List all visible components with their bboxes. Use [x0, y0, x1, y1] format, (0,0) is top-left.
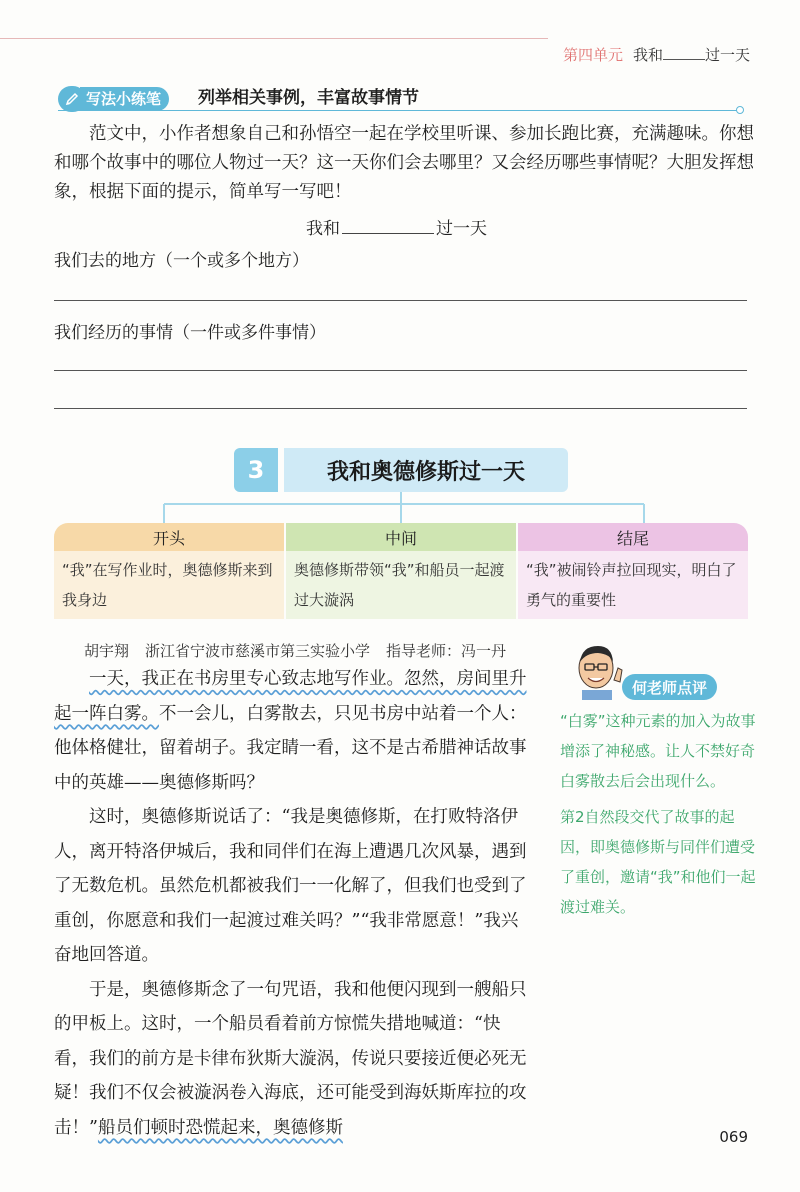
- practice-rule-dot: [736, 106, 744, 114]
- fill-title-end: 过一天: [436, 219, 487, 239]
- practice-badge: [58, 86, 169, 112]
- teacher-review-badge: 何老师点评: [622, 674, 717, 700]
- structure-head: 结尾: [518, 523, 748, 551]
- essay-number: 3: [234, 448, 278, 492]
- teacher-comment: 第2自然段交代了故事的起因，即奥德修斯与同伴们遭受了重创，邀请“我”和他们一起渡过难关。: [560, 808, 756, 916]
- author-school: 浙江省宁波市慈溪市第三实验小学: [145, 642, 371, 660]
- teacher-avatar-icon: [572, 640, 626, 700]
- structure-col-ending: [518, 523, 748, 619]
- essay-title-block: [234, 448, 568, 492]
- author-name: 胡宇翔: [84, 642, 130, 660]
- page-number: 069: [719, 1128, 748, 1146]
- practice-title: 列举相关事例，丰富故事情节: [198, 88, 419, 108]
- running-header: [563, 44, 750, 65]
- writing-line[interactable]: [54, 408, 747, 409]
- essay-structure-table: [54, 523, 748, 619]
- practice-label: 写法小练笔: [80, 87, 169, 111]
- essay-text: 不一会儿，白雾散去，只见书房中站着一个人：他体格健壮，留着胡子。我定睛一看，这不是古希腊神话故事中的英雄——奥德修斯吗？: [54, 703, 527, 793]
- underlined-sentence: 船员们顿时恐慌起来，奥德修斯: [97, 1117, 343, 1138]
- header-title-start: 我和: [632, 46, 663, 64]
- structure-head: 中间: [286, 523, 516, 551]
- practice-rule: [58, 110, 738, 111]
- writing-line[interactable]: [54, 370, 747, 371]
- essay-text: 于是，奥德修斯念了一句咒语，我和他便闪现到一艘船只的甲板上。这时，一个船员看着前方惊慌失措地喊道：“快看，我们的前方是卡律布狄斯大漩涡，传说只要接近便必死无疑！我们不仅会被漩涡卷入海底，还可能受到海妖斯库拉的攻击！”: [54, 979, 527, 1138]
- essay-body: [54, 662, 530, 1145]
- fill-title-start: 我和: [306, 219, 340, 239]
- writing-line[interactable]: [54, 300, 747, 301]
- practice-section-header: [58, 86, 748, 112]
- header-title-end: 过一天: [704, 46, 750, 64]
- header-rule: [0, 38, 548, 39]
- practice-intro: [54, 120, 754, 207]
- teacher-review-header: [568, 640, 758, 700]
- underlined-sentence: 一天，我正在书房里专心致志地写作业。忽然，房间里升起一阵白雾。: [54, 669, 527, 724]
- structure-body: 奥德修斯带领“我”和船员一起渡过大漩涡: [286, 551, 516, 619]
- teacher-comment: “白雾”这种元素的加入为故事增添了神秘感。让人不禁好奇白雾散去后会出现什么。: [560, 712, 756, 790]
- structure-body: “我”在写作业时，奥德修斯来到我身边: [54, 551, 284, 619]
- author-line: [84, 640, 522, 661]
- essay-paragraph: 这时，奥德修斯说话了：“我是奥德修斯，在打败特洛伊人，离开特洛伊城后，我和同伴们在海上遭遇几次风暴，遇到了无数危机。虽然危机都被我们一一化解了，但我们也受到了重创，你愿意和我们一起渡过难关吗？”“我非常愿意！”我兴奋地回答道。: [54, 807, 527, 965]
- structure-head: 开头: [54, 523, 284, 551]
- header-blank: [663, 48, 705, 60]
- essay-paragraph: [54, 973, 530, 1146]
- structure-col-middle: [286, 523, 516, 619]
- teacher-comments: [560, 706, 756, 928]
- fill-title-blank[interactable]: [342, 220, 434, 234]
- structure-body: “我”被闹铃声拉回现实，明白了勇气的重要性: [518, 551, 748, 619]
- author-teacher: 指导老师：冯一丹: [386, 642, 507, 660]
- unit-label: 第四单元: [562, 46, 623, 64]
- practice-intro-text: 范文中，小作者想象自己和孙悟空一起在学校里听课、参加长跑比赛，充满趣味。你想和哪个故事中的哪位人物过一天？这一天你们会去哪里？又会经历哪些事情呢？大胆发挥想象，根据下面的提示，简单写一写吧！: [54, 124, 754, 202]
- structure-connector: [54, 492, 748, 524]
- practice-fill-title: [306, 214, 487, 239]
- prompt-events: 我们经历的事情（一件或多件事情）: [54, 323, 326, 343]
- essay-title: 我和奥德修斯过一天: [284, 448, 568, 492]
- essay-paragraph: [54, 662, 530, 800]
- prompt-places: 我们去的地方（一个或多个地方）: [54, 251, 309, 271]
- structure-col-beginning: [54, 523, 284, 619]
